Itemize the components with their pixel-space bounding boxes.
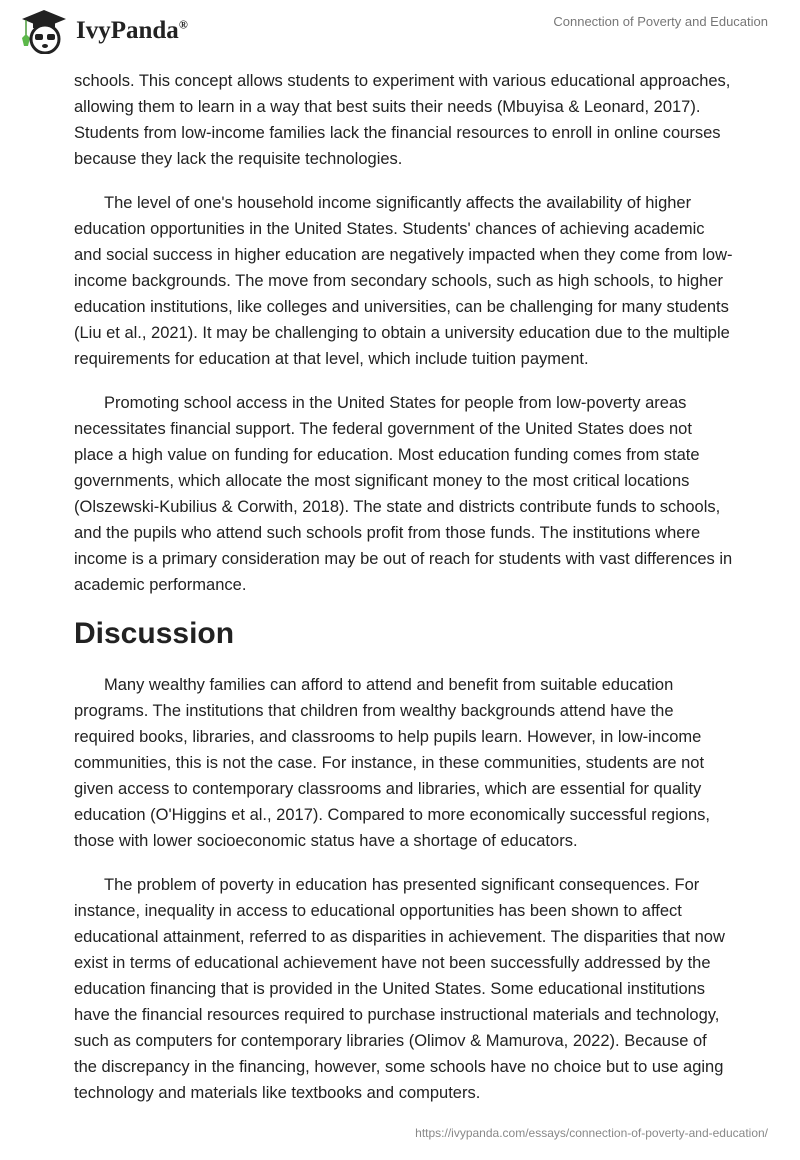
essay-content (74, 68, 734, 1124)
logo-text: IvyPanda® (76, 17, 188, 44)
panda-graduate-icon (18, 8, 70, 54)
paragraph: The problem of poverty in education has presented significant consequences. For instance, inequality in access to educational opportunities has been shown to affect educational attainment, referred to as disparities in achievement. The disparities that now exist in terms of educational achievement have not been successfully addressed by the education financing that is provided in the United States. Some educational institutions have the financial resources required to purchase instructional materials and technology, such as computers for contemporary libraries (Olimov & Mamurova, 2022). Because of the discrepancy in the financing, however, some schools have no choice but to use aging technology and materials like textbooks and computers. (74, 876, 725, 1102)
document-title: Connection of Poverty and Education (553, 14, 768, 29)
paragraph: Many wealthy families can afford to attend and benefit from suitable education programs. The institutions that children from wealthy backgrounds attend have the required books, libraries, and classrooms to help pupils learn. However, in low-income communities, this is not the case. For instance, in these communities, students are not given access to contemporary classrooms and libraries, which are essential for quality education (O'Higgins et al., 2017). Compared to more economically successful regions, those with lower socioeconomic status have a shortage of educators. (74, 676, 710, 850)
ivypanda-logo[interactable] (18, 8, 188, 54)
paragraph: schools. This concept allows students to experiment with various educational approaches, allowing them to learn in a way that best suits their needs (Mbuyisa & Leonard, 2017). Students from low-income families lack the financial resources to enroll in online courses because they lack the requisite technologies. (74, 72, 731, 168)
paragraph: The level of one's household income significantly affects the availability of higher education opportunities in the United States. Students' chances of achieving academic and social success in higher education are negatively impacted when they come from low-income backgrounds. The move from secondary schools, such as high schools, to higher education institutions, like colleges and universities, can be challenging for many students (Liu et al., 2021). It may be challenging to obtain a university education due to the multiple requirements for education at that level, which include tuition payment. (74, 194, 733, 368)
source-url[interactable]: https://ivypanda.com/essays/connection-of-poverty-and-education/ (415, 1126, 768, 1140)
paragraph: Promoting school access in the United States for people from low-poverty areas necessitates financial support. The federal government of the United States does not place a high value on funding for education. Most education funding comes from state governments, which allocate the most significant money to the most critical locations (Olszewski-Kubilius & Corwith, 2018). The state and districts contribute funds to schools, and the pupils who attend such schools profit from those funds. The institutions where income is a primary consideration may be out of reach for students with vast differences in academic performance. (74, 394, 733, 594)
page-header (0, 0, 800, 60)
section-heading: Discussion (74, 617, 235, 650)
